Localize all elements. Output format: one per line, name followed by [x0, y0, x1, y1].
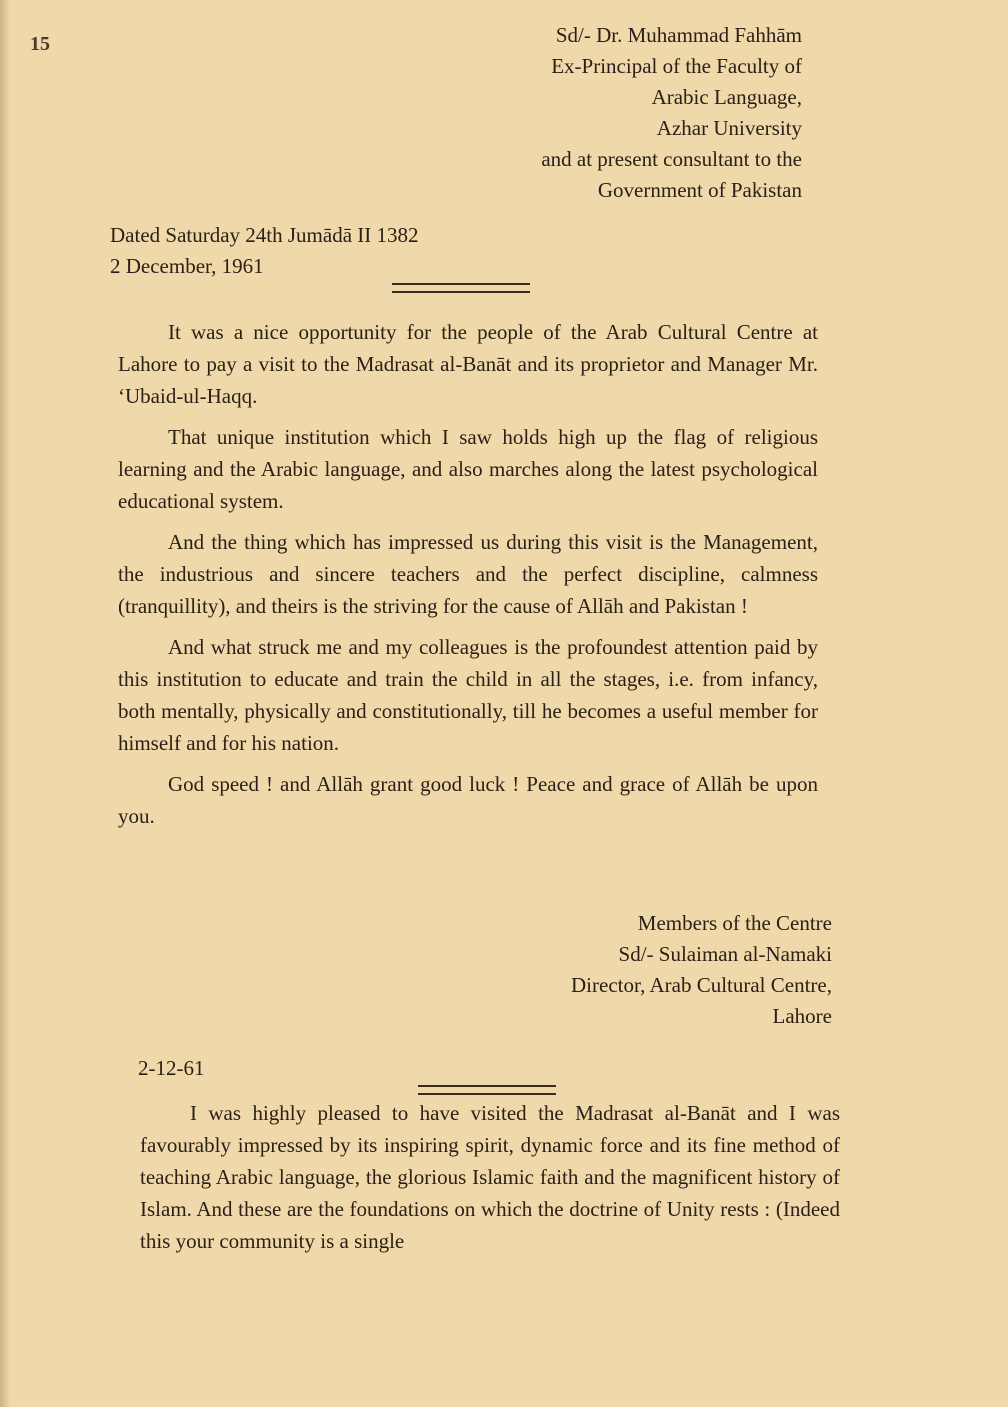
- signature-block-namaki: [571, 908, 832, 1032]
- paragraph: I was highly pleased to have visited the Madrasat al-Banāt and I was favourably impressed by its inspiring spirit, dynamic force and its fine method of teaching Arabic language, the glorious Islamic faith and the magnificent history of Islam. And these are the foundations on which the doctrine of Unity rests : (Indeed this your community is a single: [140, 1101, 840, 1253]
- signature-line: Azhar University: [656, 116, 802, 140]
- signature-line: Sd/- Dr. Muhammad Fahhām: [555, 23, 802, 47]
- letter-body-visitor: [140, 1097, 840, 1266]
- section-divider: [392, 283, 530, 293]
- section-divider: [418, 1085, 556, 1095]
- dated-block: [110, 220, 419, 282]
- signature-line: Arabic Language,: [651, 85, 802, 109]
- dated-line-hijri: Dated Saturday 24th Jumādā II 1382: [110, 223, 419, 247]
- paragraph: And the thing which has impressed us during this visit is the Management, the industrious and sincere teachers and the perfect discipline, calmness (tranquillity), and theirs is the striving for the cause of Allāh and Pakistan !: [118, 530, 818, 618]
- signature-line: Lahore: [772, 1004, 832, 1028]
- page-number: 15: [30, 33, 50, 55]
- date-line: 2-12-61: [138, 1056, 205, 1080]
- signature-block-fahham: [541, 20, 802, 206]
- signature-line: Members of the Centre: [637, 911, 832, 935]
- signature-line: Ex-Principal of the Faculty of: [551, 54, 802, 78]
- paragraph: God speed ! and Allāh grant good luck ! Peace and grace of Allāh be upon you.: [118, 772, 818, 828]
- paragraph: It was a nice opportunity for the people of the Arab Cultural Centre at Lahore to pay a visit to the Madrasat al-Banāt and its proprietor and Manager Mr. ‘Ubaid-ul-Haqq.: [118, 320, 818, 408]
- letter-body-centre: [118, 316, 818, 841]
- signature-line: Director, Arab Cultural Centre,: [571, 973, 832, 997]
- dated-line-gregorian: 2 December, 1961: [110, 254, 264, 278]
- signature-line: Sd/- Sulaiman al-Namaki: [618, 942, 832, 966]
- signature-line: and at present consultant to the: [541, 147, 802, 171]
- paragraph: And what struck me and my colleagues is the profoundest attention paid by this institution to educate and train the child in all the stages, i.e. from infancy, both mentally, physically and constitutionally, till he becomes a useful member for himself and for his nation.: [118, 635, 818, 755]
- paragraph: That unique institution which I saw holds high up the flag of religious learning and the Arabic language, and also marches along the latest psychological educational system.: [118, 425, 818, 513]
- page-edge: [0, 0, 10, 1407]
- signature-line: Government of Pakistan: [597, 178, 802, 202]
